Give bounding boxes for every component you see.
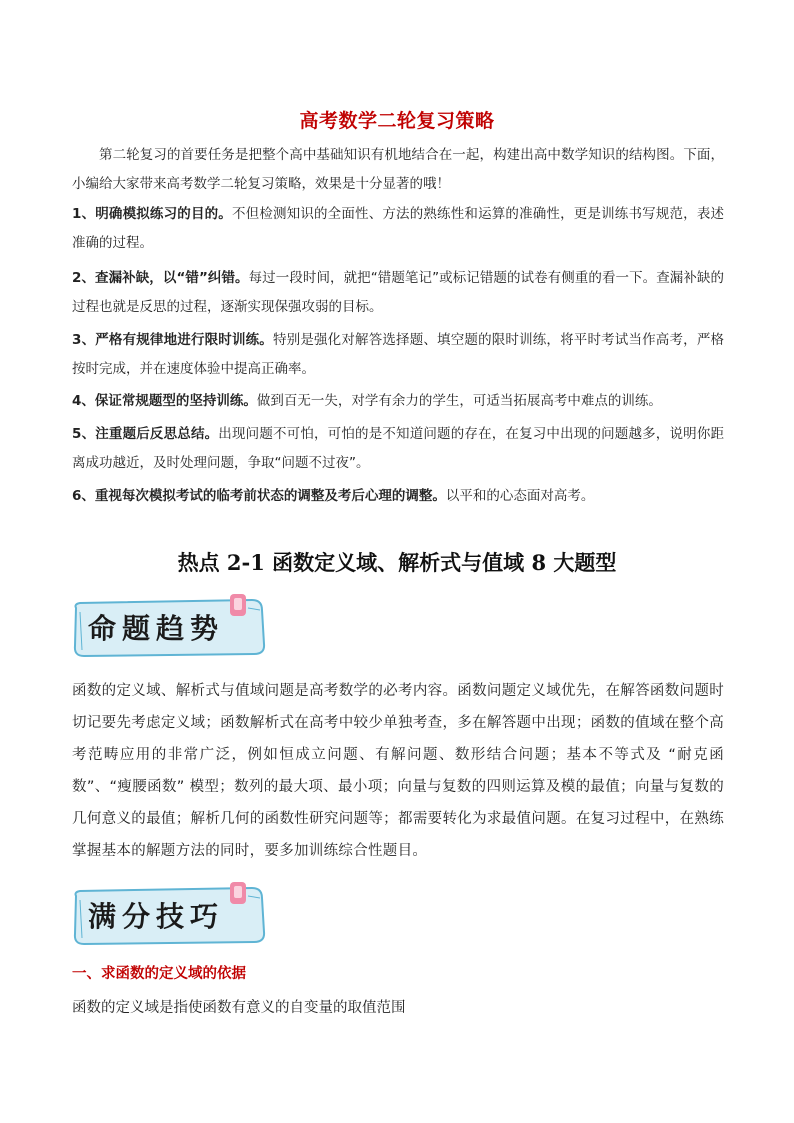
section-text: 函数的定义域是指使函数有意义的自变量的取值范围 [72,1000,406,1016]
document-title: 高考数学二轮复习策略 [299,110,495,132]
strategy-text: 做到百无一失，对学有余力的学生，可适当拓展高考中难点的训练。 [256,393,662,409]
trend-banner [70,594,270,660]
strategy-item-1 [72,200,724,258]
strategy-item-5 [72,420,724,478]
strategy-item-2 [72,264,724,322]
section-heading: 一、求函数的定义域的依据 [72,966,246,982]
strategy-lead: 1、明确模拟练习的目的。 [72,206,232,222]
trend-paragraph: 函数的定义域、解析式与值域问题是高考数学的必考内容。函数问题定义域优先，在解答函数问题时切记要先考虑定义域；函数解析式在高考中较少单独考查，多在解答题中出现；函数的值域在整个高考范畴应用的非常广泛，例如恒成立问题、有解问题、数形结合问题；基本不等式及 “耐克函数”、“瘦腰函数” 模型；数列的最大项、最小项；向量与复数的四则运算及模的最值；向量与复数的几何意义的最值；解析几何的函数性研究问题等；都需要转化为求最值问题。在复习过程中，在熟练掌握基本的解题方法的同时，要多加训练综合性题目。 [72,683,724,859]
strategy-item-6 [72,482,724,511]
intro-paragraph: 第二轮复习的首要任务是把整个高中基础知识有机地结合在一起，构建出高中数学知识的结构图。下面，小编给大家带来高考数学二轮复习策略，效果是十分显著的哦！ [72,147,724,192]
strategy-lead: 5、注重题后反思总结。 [72,426,219,442]
strategy-text: 特别是强化对解答选择题、填空题的限时训练，将平时考试当作高考，严格按时完成，并在速度体验中提高正确率。 [72,332,724,377]
strategy-text: 以平和的心态面对高考。 [445,488,595,504]
skills-banner [70,882,270,948]
strategy-item-3 [72,326,724,384]
strategy-lead: 3、严格有规律地进行限时训练。 [72,332,273,348]
strategy-lead: 6、重视每次模拟考试的临考前状态的调整及考后心理的调整。 [72,488,446,504]
strategy-text: 不但检测知识的全面性、方法的熟练性和运算的准确性，更是训练书写规范，表述准确的过程。 [72,206,724,251]
strategy-text: 出现问题不可怕，可怕的是不知道问题的存在，在复习中出现的问题越多，说明你距离成功越近，及时处理问题，争取“问题不过夜”。 [72,426,724,471]
trend-banner-label: 命题趋势 [88,612,225,645]
strategy-lead: 4、保证常规题型的坚持训练。 [72,393,257,409]
hot-topic-title: 热点 2-1 函数定义域、解析式与值域 8 大题型 [177,550,617,575]
strategy-text: 每过一段时间，就把“错题笔记”或标记错题的试卷有侧重的看一下。查漏补缺的过程也就是反思的过程，逐渐实现保强攻弱的目标。 [72,270,724,315]
strategy-lead: 2、查漏补缺，以“错”纠错。 [72,270,249,286]
strategy-item-4 [72,387,724,416]
skills-banner-label: 满分技巧 [88,900,225,933]
